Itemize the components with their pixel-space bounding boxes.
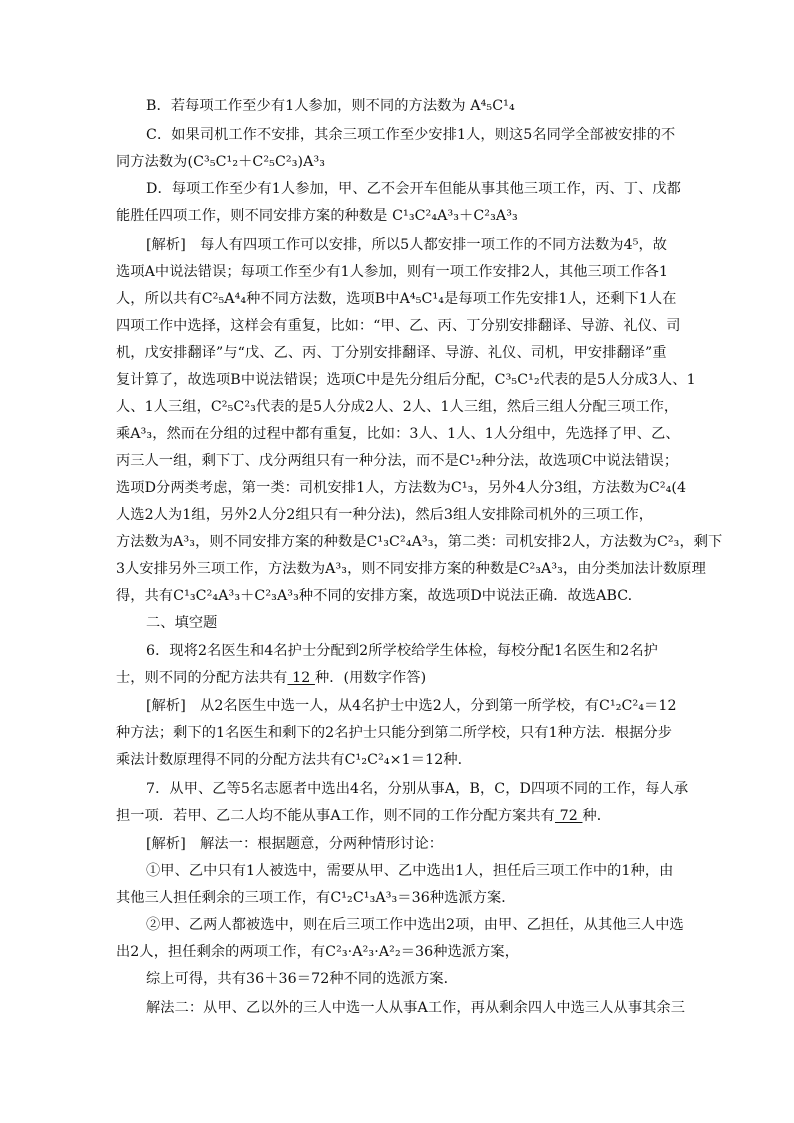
question-6-line-2 [116,665,426,691]
analysis-line: 机，戊安排翻译”与“戊、乙、丙、丁分别安排翻译、导游、礼仪、司机，甲安排翻译”重 [116,345,667,361]
question-7-line-1: 7．从甲、乙等5名志愿者中选出4名，分别从事A，B，C，D四项不同的工作，每人承 [146,781,689,797]
section-title: 二、填空题 [146,615,218,631]
question-7-line-2 [116,803,611,829]
option-b: B．若每项工作至少有1人参加，则不同的方法数为 A⁴₅C¹₄ [146,98,515,114]
option-d-line-1: D．每项工作至少有1人参加，甲、乙不会开车但能从事其他三项工作，丙、丁、戊都 [146,181,681,197]
analysis-line: 选项A中说法错误；每项工作至少有1人参加，则有一项工作安排2人，其他三项工作各1 [116,264,669,280]
question-6-text: 士，则不同的分配方法共有 [116,670,288,686]
analysis-line: 得，共有C¹₃C²₄A³₃＋C²₃A³₃种不同的安排方案，故选项D中说法正确．故选ABC. [116,588,633,604]
option-d-line-2: 能胜任四项工作，则不同安排方案的种数是 C¹₃C²₄A³₃＋C²₃A³₃ [116,208,518,224]
option-c-line-2: 同方法数为(C³₅C¹₂＋C²₅C²₃)A³₃ [116,154,326,170]
analysis-line: 乘A³₃，然而在分组的过程中都有重复，比如：3人、1人、1人分组中，先选择了甲、乙、 [116,426,680,442]
question-6-answer: 12 [287,670,315,686]
option-c-line-1: C．如果司机工作不安排，其余三项工作至少安排1人，则这5名同学全部被安排的不 [146,127,676,143]
analysis-line: [解析] 解法一：根据题意，分两种情形讨论： [146,836,444,852]
analysis-line: ①甲、乙中只有1人被选中，需要从甲、乙中选出1人，担任后三项工作中的1种，由 [146,863,674,879]
analysis-line: 人，所以共有C²₅A⁴₄种不同方法数，选项B中A⁴₅C¹₄是每项工作先安排1人，还剩下1人在 [116,291,677,307]
analysis-line: 人选2人为1组，另外2人分2组只有一种分法)，然后3组人安排除司机外的三项工作， [116,507,654,523]
analysis-line: 其他三人担任剩余的三项工作，有C¹₂C¹₃A³₃＝36种选派方案． [116,890,516,906]
analysis-line: 丙三人一组，剩下丁、戊分两组只有一种分法，而不是C¹₂种分法，故选项C中说法错误； [116,453,679,469]
analysis-line: 解法二：从甲、乙以外的三人中选一人从事A工作，再从剩余四人中选三人从事其余三 [146,1000,685,1016]
analysis-line: ②甲、乙两人都被选中，则在后三项工作中选出2项，由甲、乙担任，从其他三人中选 [146,917,684,933]
analysis-line: [解析] 从2名医生中选一人，从4名护士中选2人，分到第一所学校，有C¹₂C²₄＝12 [146,698,677,714]
analysis-line: 四项工作中选择，这样会有重复，比如：“甲、乙、丙、丁分别安排翻译、导游、礼仪、司 [116,318,681,334]
analysis-line: [解析] 每人有四项工作可以安排，所以5人都安排一项工作的不同方法数为4⁵，故 [146,237,668,253]
analysis-line: 复计算了，故选项B中说法错误；选项C中是先分组后分配，C³₅C¹₂代表的是5人分成3人、1 [116,372,696,388]
question-6-text-end: 种．(用数字作答) [314,670,427,686]
analysis-line: 出2人，担任剩余的两项工作，有C²₃·A²₃·A²₂＝36种选派方案， [116,944,520,960]
analysis-line: 人、1人三组，C²₅C²₃代表的是5人分成2人、2人、1人三组，然后三组人分配三项工作， [116,399,679,415]
analysis-line: 种方法；剩下的1名医生和剩下的2名护士只能分到第二所学校，只有1种方法．根据分步 [116,725,673,741]
analysis-line: 3人安排另外三项工作，方法数为A³₃，则不同安排方案的种数是C²₃A³₃，由分类加法计数原理 [116,561,706,577]
analysis-line: 选项D分两类考虑，第一类：司机安排1人，方法数为C¹₃，另外4人分3组，方法数为C²₄(4 [116,480,687,496]
question-7-answer: 72 [554,808,583,824]
analysis-line: 方法数为A³₃，则不同安排方案的种数是C¹₃C²₄A³₃，第二类：司机安排2人，方法数为C²₃，剩下 [116,534,723,550]
question-7-text: 担一项．若甲、乙二人均不能从事A工作，则不同的工作分配方案共有 [116,808,555,824]
question-6-line-1: 6．现将2名医生和4名护士分配到2所学校给学生体检，每校分配1名医生和2名护 [146,643,658,659]
question-7-text-end: 种． [582,808,612,824]
analysis-line: 综上可得，共有36＋36＝72种不同的选派方案． [146,971,458,987]
analysis-line: 乘法计数原理得不同的分配方法共有C¹₂C²₄×1＝12种． [116,752,472,768]
